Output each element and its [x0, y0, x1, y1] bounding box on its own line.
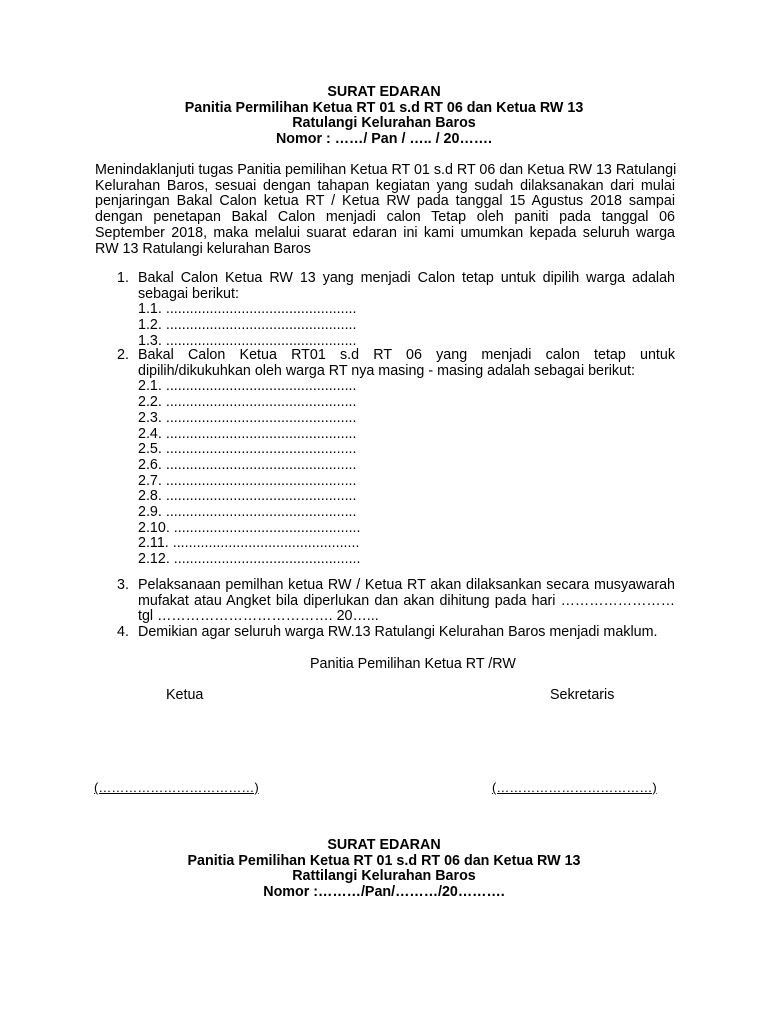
item-text: tgl ………………………………. 20…... — [138, 608, 379, 625]
intro-paragraph — [95, 163, 675, 257]
sub-item: 2.4. ................................................ — [138, 425, 357, 442]
item-number: 2. — [117, 347, 129, 363]
intro-line: RW 13 Ratulangi kelurahan Baros — [95, 240, 311, 257]
item-number: 1. — [117, 270, 129, 286]
letter-location: Ratulangi Kelurahan Baros — [292, 115, 476, 132]
sub-item: 2.5. ................................................ — [138, 441, 357, 458]
list-item-4 — [117, 625, 675, 641]
letter-header — [0, 85, 768, 148]
letter-title: SURAT EDARAN — [327, 84, 441, 100]
list-item-1 — [117, 271, 675, 350]
chairman-label: Ketua — [166, 687, 204, 703]
list-item-3 — [117, 578, 675, 625]
intro-line: Menindaklanjuti tugas Panitia pemilihan Ketua RT 01 s.d RT 06 dan Ketua RW 13 Ratulangi — [95, 162, 677, 178]
sub-item: 2.2. ................................................ — [138, 394, 357, 411]
intro-line: dengan penetapan Bakal Calon menjadi calon Tetap oleh paniti pada tanggal 06 — [95, 209, 675, 226]
sub-item: 2.9. ................................................ — [138, 504, 357, 521]
item-number: 4. — [117, 624, 129, 640]
item-number: 3. — [117, 577, 129, 593]
sub-item: 2.7. ................................................ — [138, 472, 357, 489]
sub-item: 1.3. ................................................ — [138, 332, 357, 349]
letter-committee: Panitia Pemilihan Ketua RT 01 s.d RT 06 dan Ketua RW 13 — [187, 852, 581, 869]
sub-item: 2.6. ................................................ — [138, 456, 357, 473]
list-item-2 — [117, 348, 675, 568]
item-text: sebagai berikut: — [138, 285, 239, 302]
sub-item: 2.1. ................................................ — [138, 378, 357, 395]
secretary-signature-line: (………………………………) — [492, 780, 657, 795]
sub-item: 2.8. ................................................ — [138, 488, 357, 505]
sub-item: 2.12. ............................................... — [138, 551, 361, 568]
letter-location: Rattilangi Kelurahan Baros — [292, 868, 476, 885]
letter-header-repeat — [0, 838, 768, 901]
intro-line: Kelurahan Baros, sesuai dengan tahapan kegiatan yang sudah dilaksanakan dari mulai — [95, 177, 675, 194]
sub-item: 2.10. ............................................... — [138, 519, 361, 536]
item-text: Bakal Calon Ketua RT01 s.d RT 06 yang menjadi calon tetap untuk — [138, 347, 675, 363]
item-text: Pelaksanaan pemilhan ketua RW / Ketua RT akan dilaksankan secara musyawarah — [138, 577, 675, 593]
sub-item: 2.3. ................................................ — [138, 409, 357, 426]
chairman-signature-line: (………………………………) — [94, 780, 259, 795]
item-text: dipilih/dikukuhkan oleh warga RT nya masing - masing adalah sebagai berikut: — [138, 362, 635, 379]
item-text: Bakal Calon Ketua RW 13 yang menjadi Calon tetap untuk dipilih warga adalah — [138, 270, 675, 286]
sub-item: 2.11. ............................................... — [138, 535, 360, 552]
letter-committee: Panitia Permilihan Ketua RT 01 s.d RT 06 dan Ketua RW 13 — [184, 99, 584, 116]
intro-line: penjaringan Bakal Calon ketua RT / Ketua RW pada tanggal 15 Agustus 2018 sampai — [95, 193, 675, 210]
item-text: Demikian agar seluruh warga RW.13 Ratulangi Kelurahan Baros menjadi maklum. — [138, 624, 658, 640]
committee-name: Panitia Pemilihan Ketua RT /RW — [310, 656, 516, 672]
secretary-label: Sekretaris — [550, 687, 615, 703]
item-text: mufakat atau Angket bila diperlukan dan akan dihitung pada hari …………………… — [138, 592, 675, 609]
letter-title: SURAT EDARAN — [327, 837, 441, 853]
sub-item: 1.1. ................................................ — [138, 301, 357, 318]
sub-item: 1.2. ................................................ — [138, 317, 357, 334]
intro-line: September 2018, maka melalui suarat edaran ini kami umumkan kepada seluruh warga — [95, 224, 675, 241]
letter-number: Nomor :………/Pan/………/20………. — [263, 884, 505, 901]
letter-number: Nomor : ……/ Pan / ….. / 20……. — [275, 131, 493, 148]
